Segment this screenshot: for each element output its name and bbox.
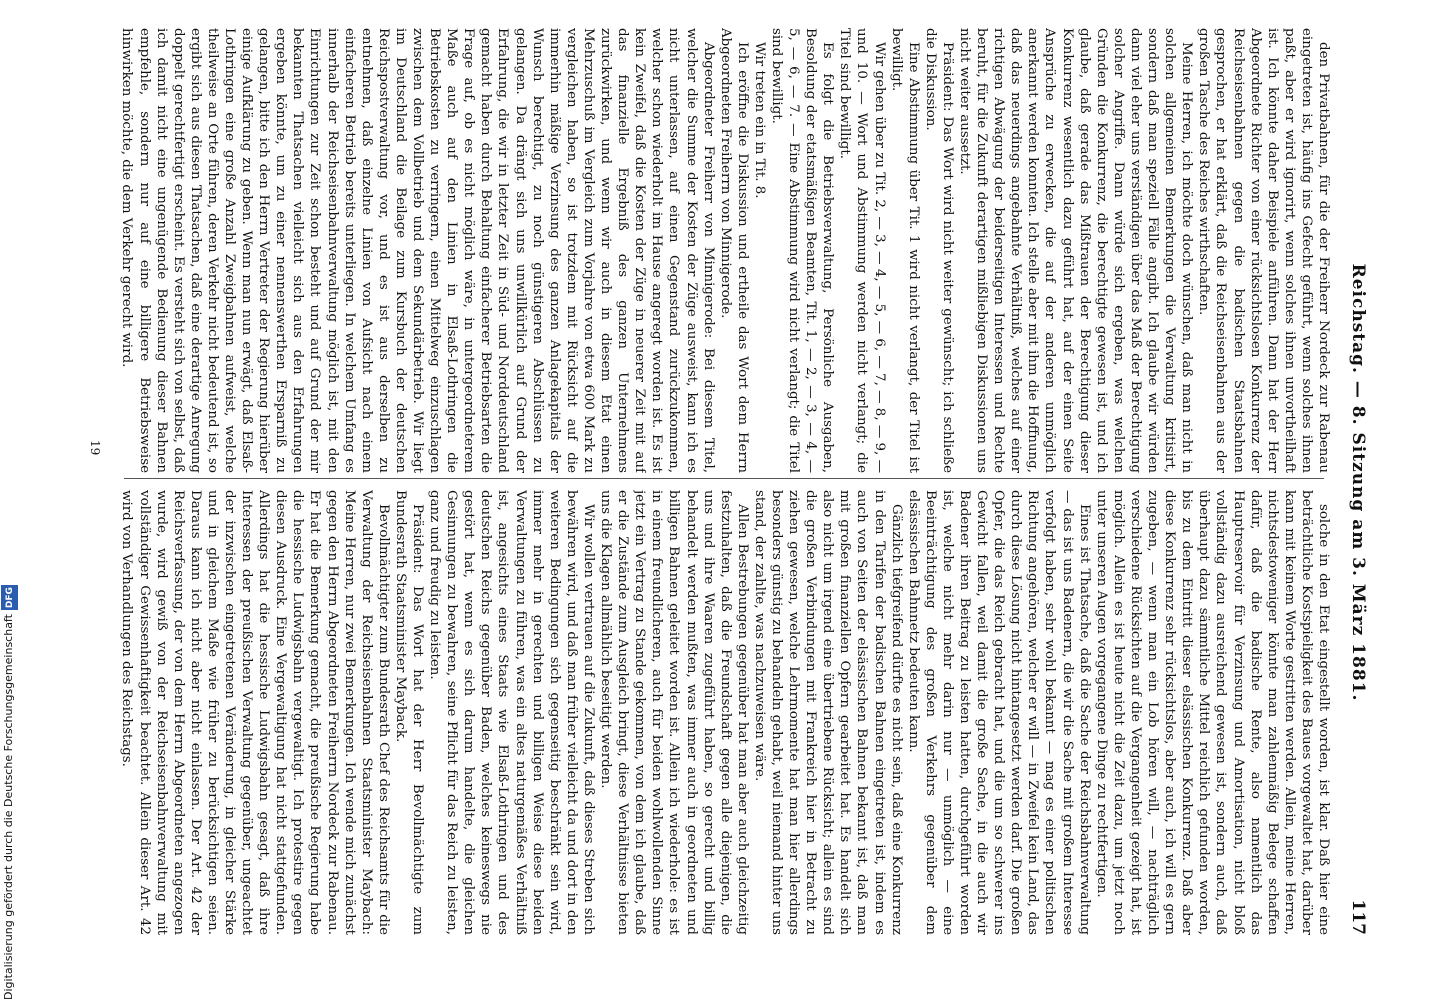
paragraph: den Privatbahnen, für die der Freiherr Nordeck zur Rabenau eingetreten ist, häufig ins Gefecht geführt, wenn solches ihnen paßt, aber er wird ignorirt, wenn solches ihnen unvortheilhaft ist. Ich könnte daher Beispiele anführen. Dann hat der Herr Abgeordnete Richter von einer rücksichtslosen Konkurrenz der Reichseisenbahnen gegen die badischen Staatsbahnen gesprochen, er hat erklärt, daß die Reichseisenbahnen aus der großen Tasche des Reiches wirthschaften.	[1196, 28, 1331, 473]
digitization-credit	[0, 560, 18, 1000]
paragraph: Bevollmächtigter zum Bundesrath Chef des Reichsamts für die Verwaltung der Reichseisenbahnen Staatsminister Maybach: Meine Herren, nur zwei Bemerkungen. Ich wende mich zunächst gegen den Herrn Abgeordneten Freiherrn Nordeck zur Rabenau. Er hat die Bemerkung gemacht, die preußische Regierung habe die hessische Ludwigsbahn vergewaltigt. Ich protestire gegen diesen Ausdruck. Eine Vergewaltigung hat nicht stattgefunden. Allerdings hat die hessische Ludwigsbahn gesagt, daß ihre Interessen der preußischen Verwaltung gegenüber, ungeachtet der inzwischen eingetretenen Veränderung, in gleicher Stärke und in gleichem Maße wie früher zu berücksichtigen seien. Daraus kann ich nicht aber nicht einlassen. Der Art. 42 der Reichsverfassung, der von dem Herrn Abgeordneten angezogen wurde, wird gewiß von der Reichseisenbahnverwaltung mit vollständiger Gewissenhaftigkeit beachtet. Allein dieser Art. 42 wird von Verhandlungen des Reichstags.	[119, 490, 391, 935]
page-title: Reichstag. — 8. Sitzung am 3. März 1881.	[1348, 263, 1368, 702]
column-divider	[124, 478, 1324, 479]
paragraph: Gänzlich tiefgreifend dürfte es nicht sein, daß eine Konkurrenz in den Tarifen der badischen Bahnen eingetreten ist, indem es auch von Seiten der elsässischen Bahnen bekannt ist, daß man mit großen finanziellen Opfern gearbeitet hat. Es handelt sich also nicht um irgend eine übertriebene Rücksicht; allein es sind die großen Verbindungen mit Frankreich hier in Betracht zu ziehen gewesen, welche Lehrmomente hat man hier allerdings besonders günstig zu behandeln gehabt, weil niemand hinter uns stand, der zahlte, was nachzuweisen wäre.	[751, 490, 904, 935]
running-header	[1342, 30, 1370, 935]
paragraph: Meine Herren, ich möchte doch wünschen, daß man nicht in solchen allgemeinen Bemerkungen die Verwaltung kritisirt, sondern daß man speziell Fälle angibt. Ich glaube wir würden dann viel eher uns verständigen über das Maß der Berechtigung solcher Angriffe. Dann würde sich ergeben, was welchen Gründen die Konkurrenz, die berechtigte gewesen ist, und ich glaube, daß gerade das Mißtrauen der Berechtigung dieser Konkurrenz wesentlich dazu geführt hat, auf der einen Seite Ansprüche zu erwecken, die auf der anderen unmöglich anerkannt werden konnten. Ich stelle aber mit ihm die Hoffnung, daß das neuerdings angebahnte Verhältniß, welches auf einer richtigen Abwägung der beiderseitigen Interessen und Rechte beruht, für die Zukunft derartigen mißliebigen Diskussionen uns nicht weiter aussetzt.	[957, 28, 1195, 473]
paragraph: Abgeordneter Freiherr von Minnigerode: Bei diesem Titel, welcher die Summe der Kosten der Züge ausweist, kann ich es nicht unterlassen, auf einen Gegenstand zurückzukommen, welcher schon wiederholt im Hause angeregt worden ist. Es ist kein Zweifel, daß die Kosten der Züge in neuerer Zeit mit auf das finanzielle Ergebniß des ganzen Unternehmens zurückwirken, und wenn wir auch in diesem Etat einen Mehrzuschuß im Vergleich zum Vorjahre von etwa 600 Mark zu vergleichen haben, so ist trotzdem mit Rücksicht auf die immerhin mäßige Verzinsung des ganzen Anlagekapitals der Wunsch berechtigt, zu noch günstigeren Abschlüssen zu gelangen. Da drängt sich uns unwillkürlich auf Grund der Erfahrung, die wir in letzter Zeit in Süd- und Norddeutschland gemacht haben durch Behaltung einfacherer Betriebsarten die Frage auf, ob es nicht möglich wäre, in untergeordneterem Maße auch auf den Linien in Elsaß-Lothringen die Betriebskosten zu verringern, einen Mittelweg einzuschlagen zwischen dem Vollbetrieb und dem Sekundärbetrieb. Wir liegt im Deutschland die Beilage zum Kursbuch der deutschen Reichspostverwaltung vor, und es ist aus derselben zu entnehmen, daß einzelne Linien von Aufsicht nach einem einfacheren Betrieb bereits unterliegen. In welchem Umfang es innerhalb der Reichseisenbahnverwaltung möglich ist, mit den Einrichtungen zur Zeit schon besteht und auf Grund der mir bekannten Thatsachen vielleicht sich aus den Erfahrungen ergeben könnte, um zu einer nennenswerthen Ersparniß zu gelangen, bitte ich den Herrn Vertreter der Regierung hierüber einige Aufklärung zu geben. Wenn man nun erwägt, daß Elsaß-Lothringen eine große Anzahl Zweigbahnen aufweist, welche theilweise an Orte führen, deren Verkehr nicht bedeutend ist, so ergibt sich aus diesen Thatsachen, daß eine derartige Anregung doppelt gerechtfertigt erscheint. Es versteht sich von selbst, daß ich damit nicht eine ungenügende Bedienung dieser Bahnen empfehle, sondern nur auf eine billigere Betriebsweise hinwirken möchte, die dem Verkehr gerecht wird.	[119, 28, 716, 473]
dfg-logo: DFG	[1, 585, 18, 610]
paragraph: Präsident: Das Wort wird nicht weiter gewünscht; ich schließe die Diskussion.	[922, 28, 955, 473]
paragraph: Es folgt die Betriebsverwaltung, Persönliche Ausgaben, Besoldung der etatsmäßigen Beamten, Tit. 1, — 2, — 3, — 4, — 5, — 6, — 7. — Eine Abstimmung wird nicht verlangt; die Titel sind bewilligt.	[769, 28, 836, 473]
paragraph: Eines ist Thatsache, daß die Sache der Reichsbahnverwaltung — das ist uns Badenern, die wir die Sache mit großem Interesse verfolgt haben, sehr wohl bekannt — mag es einer politischen Richtung angehören, welcher er will — in Zweifel kein Land, das durch diese Lösung nicht hintangesetzt werden darf. Die großen Opfer, die das Reich gebracht hat, und die um so schwerer ins Gewicht fallen, weil damit die große Sache, in die auch wir Badener ihren Beitrag zu leisten hatten, durchgeführt worden ist, welche nicht mehr darin nur — unmöglich — eine Beeinträchtigung des großen Verkehrs gegenüber dem elsässischen Bahnnetz bedeuten kann.	[905, 490, 1092, 935]
paragraph: Wir treten ein in Tit. 8.	[751, 42, 767, 199]
paragraph: solche in den Etat eingestellt worden, ist klar. Daß hier eine beträchtliche Kostspieligkeit des Baues vorgewaltet hat, darüber kann mit keinem Worte gestritten werden. Allein, meine Herren, nichtsdestoweniger könnte man zahlenmäßig Belege schaffen dafür, daß die badische Rente, also namentlich das Hauptreservoir für Verzinsung und Amortisation, nicht bloß vollständig dazu ausreichend gewesen ist, sondern auch, daß überhaupt dazu sämmtliche Mittel reichlich gefunden worden, bis zu dem Eintritt dieser elsässischen Konkurrenz. Daß aber diese Konkurrenz sehr rücksichtslos, aber auch, ich will es gern zugeben, — wenn man ein Lob hören will, — nachträglich verschiedene Rücksichten auf die Vergangenheit gezeigt hat, ist möglich. Allein es ist heute nicht die Zeit dazu, um jetzt noch unter unseren Augen vorgegangene Dinge zu rechtfertigen.	[1093, 490, 1331, 935]
paragraph: Ich eröffne die Diskussion und ertheile das Wort dem Herrn Abgeordneten Freiherrn von Minnigerode.	[717, 28, 750, 473]
paragraph: Allen Bestrebungen gegenüber hat man aber auch gleichzeitig festzuhalten, daß die Freundschaft gegen alle diejenigen, die uns und ihre Waaren zugeführt haben, so gerecht und billig behandelt werden mußten, was immer auch in geordneten und billigen Bahnen geleitet worden ist. Allein ich wiederhole: es ist in einem freundlicheren, auch für beiden wohlwollenden Sinne jetzt ein Vertrag zu Stande gekommen, von dem ich glaube, daß er die Zustände zum Ausgleich bringt, diese Verhältnisse bieten uns die Klagen allmählich beseitigt werden.	[598, 490, 750, 935]
text-column-left	[42, 28, 1332, 473]
paragraph: Wir wollen vertrauen auf die Zukunft, daß dieses Streben sich bewähren wird, und daß man früher vielleicht da und dort in den weiteren Bedingungen sich gegenseitig beschränkt sein wird, immer mehr in gerechten und billigen Weise diese beiden Verwaltungen zu führen, was ein altes naturgemäßes Verhältniß ist, angesichts eines Staats wie Elsaß-Lothringen und des deutschen Reichs gegenüber Baden, welches keineswegs nie gestört hat, wenn es sich darum handelte, die gleichen Gesinnungen zu bewahren, seine Pflicht für das Reich zu leisten, ganz und freudig zu leisten.	[427, 490, 596, 935]
paragraph: Wir gehen über zu Tit. 2, — 3, — 4, — 5, — 6, — 7, — 8, — 9, — und 10. — Wort und Abstimmung werden nicht verlangt; die Titel sind bewilligt.	[837, 28, 887, 473]
paragraph: Präsident: Das Wort hat der Herr Bevollmächtigte zum Bundesrath Staatsminister Mayback.	[392, 490, 426, 935]
paragraph: Eine Abstimmung über Tit. 1 wird nicht verlangt, der Titel ist bewilligt.	[888, 28, 921, 473]
text-column-right	[42, 490, 1332, 935]
footer-number: 19	[88, 440, 102, 456]
credit-text: Digitalisierung gefördert durch die Deutsche Forschungsgemeinschaft	[2, 614, 15, 1000]
page-number: 117	[1348, 899, 1368, 935]
